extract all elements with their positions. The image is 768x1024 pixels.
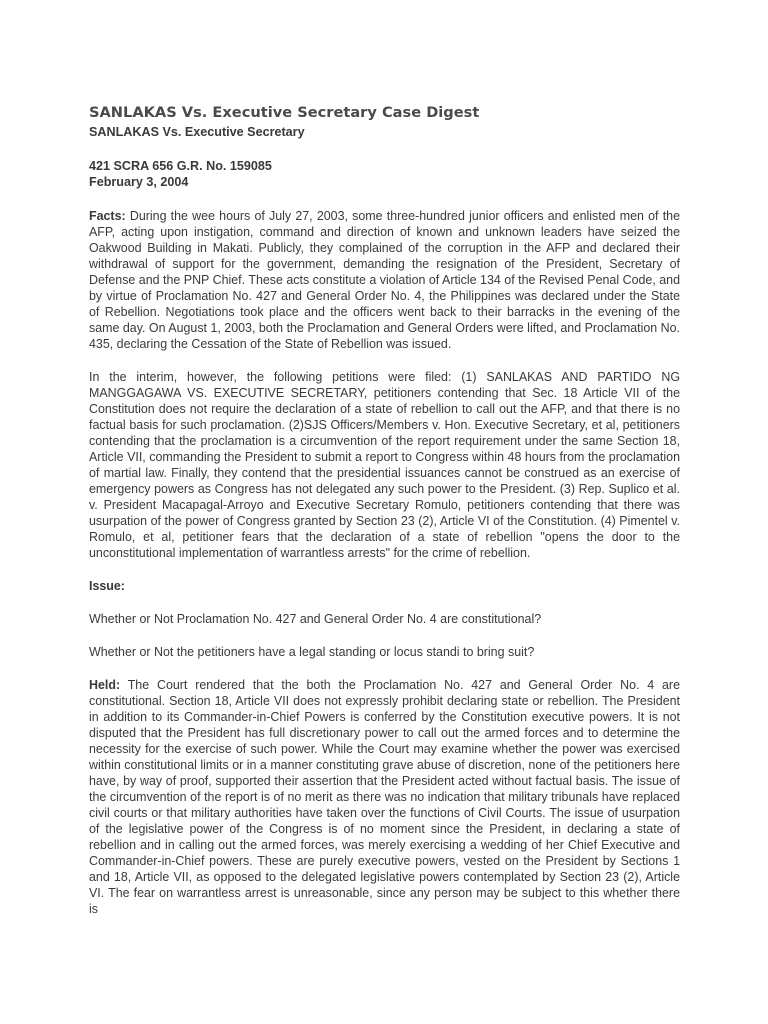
issue-question-1: Whether or Not Proclamation No. 427 and General Order No. 4 are constitutional? [89,612,542,626]
held-text: The Court rendered that the both the Proclamation No. 427 and General Order No. 4 are constitutional. Section 18, Article VII does not expressly prohibit declaring state or rebellion. The President in addition to its Commander-in-Chief Powers is conferred by the Constitution executive powers. It is not disputed that the President has full discretionary power to call out the armed forces and to determine the necessity for the exercise of such power. While the Court may examine whether the power was exercised within constitutional limits or in a manner constituting grave abuse of discretion, none of the petitioners here have, by way of proof, supported their assertion that the President acted without factual basis. The issue of the circumvention of the report is of no merit as there was no indication that military tribunals have replaced civil courts or that military authorities have taken over the functions of Civil Courts. The issue of usurpation of the legislative power of the Congress is of no moment since the President, in declaring a state of rebellion and in calling out the armed forces, was merely exercising a wedding of her Chief Executive and Commander-in-Chief powers. These are purely executive powers, vested on the President by Sections 1 and 18, Article VII, as opposed to the delegated legislative powers contemplated by Section 23 (2), Article VI. The fear on warrantless arrest is unreasonable, since any person may be subject to this whether there is [89,678,680,916]
page-subtitle: SANLAKAS Vs. Executive Secretary [89,125,305,139]
facts-label: Facts: [89,209,126,223]
issue-question-2: Whether or Not the petitioners have a legal standing or locus standi to bring suit? [89,645,535,659]
page-title: SANLAKAS Vs. Executive Secretary Case Digest [89,104,480,121]
facts-paragraph [89,208,680,352]
facts-text: During the wee hours of July 27, 2003, some three-hundred junior officers and enlisted men of the AFP, acting upon instigation, command and direction of known and unknown leaders have seized the Oakwood Building in Makati. Publicly, they complained of the corruption in the AFP and declared their withdrawal of support for the government, demanding the resignation of the President, Secretary of Defense and the PNP Chief. These acts constitute a violation of Article 134 of the Revised Penal Code, and by virtue of Proclamation No. 427 and General Order No. 4, the Philippines was declared under the State of Rebellion. Negotiations took place and the officers went back to their barracks in the evening of the same day. On August 1, 2003, both the Proclamation and General Orders were lifted, and Proclamation No. 435, declaring the Cessation of the State of Rebellion was issued. [89,209,680,351]
held-label: Held: [89,678,121,692]
interim-paragraph: In the interim, however, the following petitions were filed: (1) SANLAKAS AND PARTIDO NG MANGGAGAWA VS. EXECUTIVE SECRETARY, petitioners contending that Sec. 18 Article VII of the Constitution does not require the declaration of a state of rebellion to call out the AFP, and that there is no factual basis for such proclamation. (2)SJS Officers/Members v. Hon. Executive Secretary, et al, petitioners contending that the proclamation is a circumvention of the report requirement under the same Section 18, Article VII, commanding the President to submit a report to Congress within 48 hours from the proclamation of martial law. Finally, they contend that the presidential issuances cannot be construed as an exercise of emergency powers as Congress has not delegated any such power to the President. (3) Rep. Suplico et al. v. President Macapagal-Arroyo and Executive Secretary Romulo, petitioners contending that there was usurpation of the power of Congress granted by Section 23 (2), Article VI of the Constitution. (4) Pimentel v. Romulo, et al, petitioner fears that the declaration of a state of rebellion "opens the door to the unconstitutional implementation of warrantless arrests" for the crime of rebellion. [89,370,680,560]
case-date: February 3, 2004 [89,175,189,189]
issue-heading: Issue: [89,579,125,593]
case-citation-block [89,158,680,190]
case-citation: 421 SCRA 656 G.R. No. 159085 [89,159,272,173]
held-paragraph [89,677,680,917]
